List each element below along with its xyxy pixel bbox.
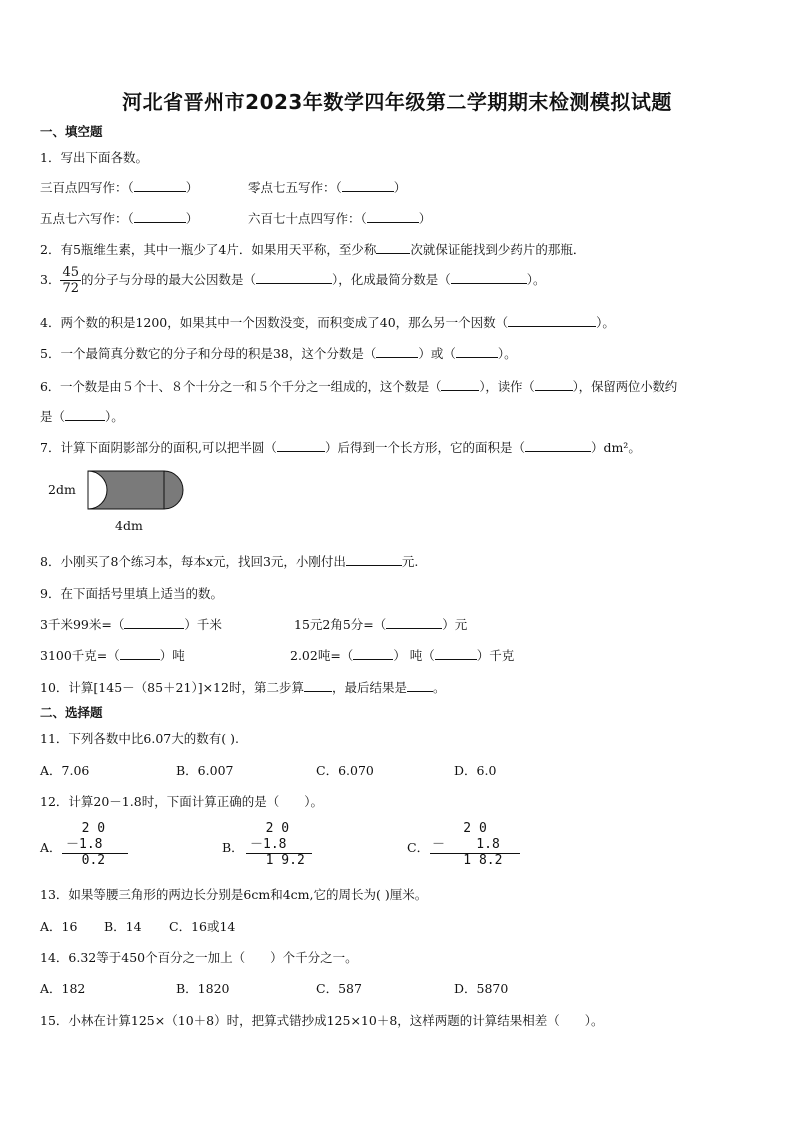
answer-blank[interactable]	[525, 440, 591, 452]
question-3: 3． $\frac{45}{72}$ 的分子与分母的最大公因数是（ ），化成最简分数是（ ）。	[40, 265, 546, 296]
option-a[interactable]: A．16	[40, 919, 78, 934]
question-13-stem: 13．如果等腰三角形的两边长分别是6cm和4cm,它的周长为( )厘米。	[40, 887, 428, 902]
answer-blank[interactable]	[256, 272, 332, 284]
question-15-stem: 15．小林在计算125×（10＋8）时，把算式错抄成125×10＋8，这样两题的计算结果相差（ ）。	[40, 1013, 604, 1028]
question-9c: 3100千克=（ ）吨	[40, 648, 185, 663]
answer-blank[interactable]	[342, 180, 394, 192]
answer-blank[interactable]	[134, 180, 186, 192]
question-6-line-2: 是（ ）。	[40, 409, 124, 424]
answer-blank[interactable]	[535, 379, 573, 391]
option-b[interactable]: B．6.007	[176, 763, 234, 778]
option-c[interactable]: C．587	[316, 981, 362, 996]
question-1c: 五点七六写作：（ ）	[40, 211, 199, 226]
question-8: 8．小刚买了8个练习本，每本x元，找回3元，小刚付出 元.	[40, 554, 419, 569]
question-9b: 15元2角5分=（ ）元	[294, 617, 468, 632]
question-9d: 2.02吨=（ ） 吨（ ）千克	[290, 648, 515, 663]
answer-blank[interactable]	[120, 648, 160, 660]
page-title: 河北省晋州市2023年数学四年级第二学期期末检测模拟试题	[122, 90, 672, 114]
vertical-calculation-a: 2 0 －1.8 0.2	[66, 821, 105, 869]
question-5: 5．一个最简真分数它的分子和分母的积是38，这个分数是（ ）或（ ）。	[40, 346, 517, 361]
answer-blank[interactable]	[353, 648, 393, 660]
answer-blank[interactable]	[277, 440, 325, 452]
option-b[interactable]: B．14	[104, 919, 142, 934]
option-c[interactable]: C．6.070	[316, 763, 374, 778]
question-6-line-1: 6．一个数是由５个十、８个十分之一和５个千分之一组成的，这个数是（ ），读作（ ），保留两位小数约	[40, 379, 678, 394]
section-heading-choice: 二、选择题	[40, 705, 103, 720]
option-c-label[interactable]: C．	[407, 840, 430, 855]
shaded-area-figure	[86, 470, 186, 512]
answer-blank[interactable]	[407, 680, 433, 692]
answer-blank[interactable]	[124, 617, 184, 629]
question-11-stem: 11．下列各数中比6.07大的数有( ).	[40, 731, 239, 746]
option-a[interactable]: A．7.06	[40, 763, 90, 778]
fraction: $\frac{45}{72}$	[62, 265, 79, 296]
question-12-stem: 12．计算20－1.8时，下面计算正确的是（ ）。	[40, 794, 323, 809]
question-2: 2．有5瓶维生素，其中一瓶少了4片．如果用天平称，至少称 次就保证能找到少药片的那瓶．	[40, 242, 586, 257]
vertical-calculation-c: 2 0 － 1.8 1 8.2	[432, 821, 502, 869]
calc-rule	[62, 853, 128, 854]
option-d[interactable]: D．6.0	[454, 763, 497, 778]
question-1d: 六百七十点四写作：（ ）	[248, 211, 432, 226]
option-b-label[interactable]: B．	[222, 840, 244, 855]
answer-blank[interactable]	[367, 211, 419, 223]
option-a-label[interactable]: A．	[40, 840, 62, 855]
answer-blank[interactable]	[386, 617, 442, 629]
question-14-stem: 14．6.32等于450个百分之一加上（ ）个千分之一。	[40, 950, 358, 965]
calc-rule	[430, 853, 520, 854]
answer-blank[interactable]	[456, 346, 498, 358]
answer-blank[interactable]	[435, 648, 477, 660]
option-d[interactable]: D．5870	[454, 981, 509, 996]
question-1a: 三百点四写作：（ ）	[40, 180, 199, 195]
answer-blank[interactable]	[304, 680, 332, 692]
question-1-stem: 1．写出下面各数。	[40, 150, 148, 165]
added-semicircle	[164, 471, 183, 509]
answer-blank[interactable]	[65, 409, 105, 421]
option-c[interactable]: C．16或14	[169, 919, 236, 934]
question-7: 7．计算下面阴影部分的面积,可以把半圆（ ）后得到一个长方形，它的面积是（ ）dm²。	[40, 440, 641, 455]
figure-width-label: 4dm	[115, 518, 143, 533]
calc-rule	[246, 853, 312, 854]
section-heading-fill-in: 一、填空题	[40, 124, 103, 139]
question-10: 10．计算[145－（85＋21）]×12时，第二步算 ，最后结果是 。	[40, 680, 446, 695]
question-9a: 3千米99米=（ ）千米	[40, 617, 222, 632]
answer-blank[interactable]	[376, 346, 418, 358]
answer-blank[interactable]	[134, 211, 186, 223]
question-9-stem: 9．在下面括号里填上适当的数。	[40, 586, 223, 601]
vertical-calculation-b: 2 0 －1.8 1 9.2	[250, 821, 305, 869]
figure-height-label: 2dm	[48, 482, 76, 497]
answer-blank[interactable]	[376, 242, 410, 254]
answer-blank[interactable]	[346, 554, 402, 566]
answer-blank[interactable]	[441, 379, 479, 391]
option-b[interactable]: B．1820	[176, 981, 230, 996]
answer-blank[interactable]	[508, 315, 596, 327]
option-a[interactable]: A．182	[40, 981, 86, 996]
answer-blank[interactable]	[451, 272, 527, 284]
question-1b: 零点七五写作：（ ）	[248, 180, 407, 195]
question-4: 4．两个数的积是1200，如果其中一个因数没变，而积变成了40，那么另一个因数（ ）。	[40, 315, 615, 330]
